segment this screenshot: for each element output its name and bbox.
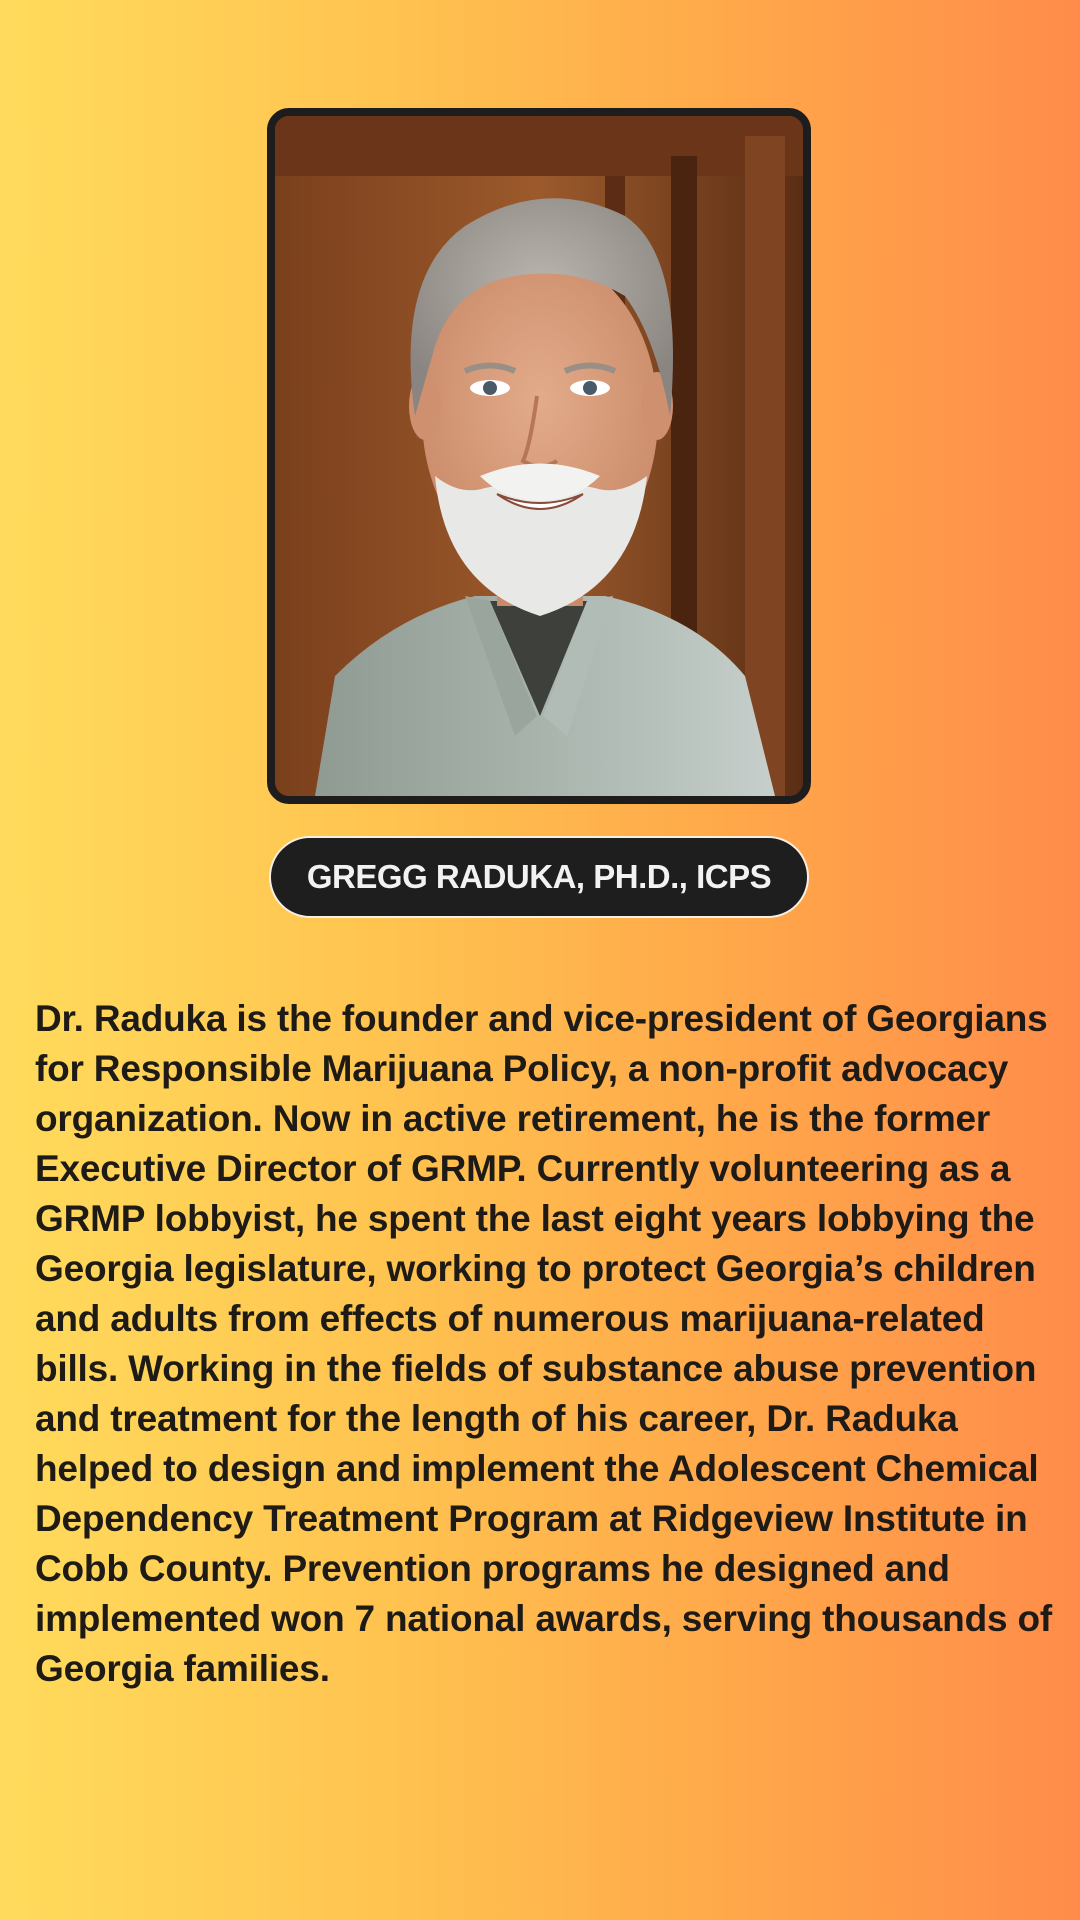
profile-photo: [267, 108, 811, 804]
person-name: GREGG RADUKA, PH.D., ICPS: [306, 858, 772, 895]
portrait-photo-icon: [275, 116, 803, 796]
name-badge: [269, 836, 809, 918]
biography-text: Dr. Raduka is the founder and vice-president of Georgians for Responsible Marijuana Policy, a non-profit advocacy organization. Now in active retirement, he is the former Executive Director of GRMP. Currently volunteering as a GRMP lobbyist, he spent the last eight years lobbying the Georgia legislature, working to protect Georgia’s children and adults from effects of numerous marijuana-related bills. Working in the fields of substance abuse prevention and treatment for the length of his career, Dr. Raduka helped to design and implement the Adolescent Chemical Dependency Treatment Program at Ridgeview Institute in Cobb County. Prevention programs he designed and implemented won 7 national awards, serving thousands of Georgia families.: [35, 998, 1052, 1689]
